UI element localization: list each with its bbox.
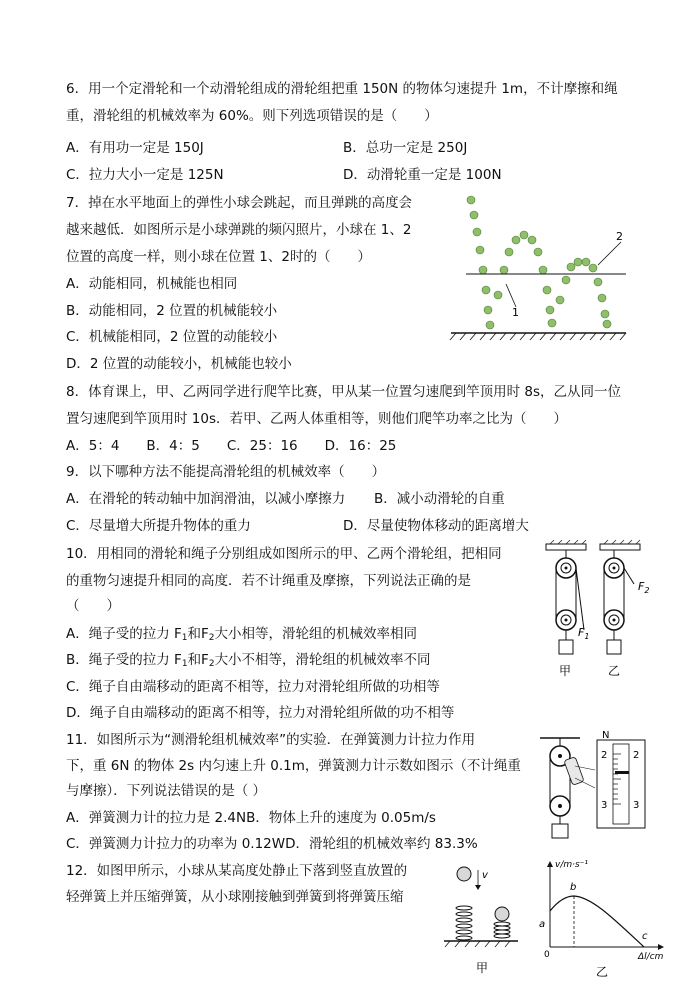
- ball-spring-figure: [440, 860, 520, 975]
- q8-stem-line-2: 置匀速爬到竿顶用时 10s．若甲、乙两人体重相等，则他们爬竿功率之比为（ ）: [66, 411, 568, 427]
- point-a-label: a: [539, 919, 546, 930]
- q7-stem-line-1: 7．掉在水平地面上的弹性小球会跳起，而且弹跳的高度会: [66, 195, 413, 211]
- fig-label-yi: 乙: [596, 965, 609, 979]
- q7-stem-line-2: 越来越低．如图所示是小球弹跳的频闪照片，小球在 1、2: [66, 222, 412, 238]
- q9-option-d: D．尽量使物体移动的距离增大: [343, 518, 529, 534]
- graph-origin: 0: [544, 950, 550, 960]
- q6-option-a: A．有用功一定是 150J: [66, 140, 204, 156]
- q6-option-b: B．总功一定是 250J: [343, 140, 468, 156]
- q12-stem-line-2: 轻弹簧上并压缩弹簧，从小球刚接触到弹簧到将弹簧压缩: [66, 889, 404, 905]
- q8-stem-line-1: 8．体育课上，甲、乙两同学进行爬竿比赛，甲从某一位置匀速爬到竿顶用时 8s，乙从同一位: [66, 384, 622, 400]
- q10-stem-line-2: 的重物匀速提升相同的高度．若不计绳重及摩擦，下列说法正确的是: [66, 573, 471, 589]
- force-label-f2: $F_2$: [638, 580, 650, 595]
- pulley-systems-figure: [542, 540, 662, 690]
- spring-scale-figure: [535, 730, 650, 845]
- q9-option-c: C．尽量增大所提升物体的重力: [66, 518, 251, 534]
- scale-unit-label: N: [602, 730, 610, 741]
- q9-option-a: A．在滑轮的转动轴中加润滑油，以减小摩擦力: [66, 491, 346, 507]
- ground-hatching: [450, 333, 626, 340]
- q7-stem-line-3: 位置的高度一样，则小球在位置 1、2时的（ ）: [66, 249, 371, 265]
- force-label-f1: $F_1$: [578, 626, 590, 641]
- label-2-pointer: [598, 242, 621, 265]
- scale-readout-zoom: [597, 730, 645, 828]
- pulley-with-scale: [540, 738, 595, 838]
- pulley-system-yi: [600, 540, 649, 678]
- fig-label-jia: 甲: [476, 961, 489, 975]
- q6-option-d: D．动滑轮重一定是 100N: [343, 167, 502, 183]
- graph-x-label: Δl/cm: [638, 952, 664, 962]
- label-yi: 乙: [608, 664, 621, 678]
- scale-tick-3-left: 3: [601, 800, 608, 811]
- q11-stem-line-2: 下，重 6N 的物体 2s 内匀速上升 0.1m，弹簧测力计示数如图示（不计绳重: [66, 758, 521, 774]
- q9-option-b: B．减小动滑轮的自重: [374, 491, 505, 507]
- q7-option-b: B．动能相同，2 位置的机械能较小: [66, 303, 278, 319]
- q11-options-cd: C．弹簧测力计拉力的功率为 0.12WD．滑轮组的机械效率约 83.3%: [66, 836, 478, 852]
- q7-option-d: D．2 位置的动能较小，机械能也较小: [66, 356, 292, 372]
- q7-option-c: C．机械能相同，2 位置的动能较小: [66, 329, 278, 345]
- q10-option-d: D．绳子自由端移动的距离不相等，拉力对滑轮组所做的功不相等: [66, 705, 455, 721]
- spring-compressed: [494, 922, 510, 938]
- label-jia: 甲: [559, 664, 572, 678]
- pulley-system-jia: [546, 540, 589, 678]
- scale-tick-2-left: 2: [601, 750, 608, 761]
- q10-stem-line-3: （ ）: [66, 598, 120, 614]
- point-c-label: c: [642, 931, 648, 942]
- scale-pointer: [615, 771, 629, 774]
- q10-option-a: A．绳子受的拉力 $F_1$和$F_2$大小相等，滑轮组的机械效率相同: [66, 626, 418, 643]
- spring-uncompressed: [456, 906, 472, 940]
- q10-option-b: B．绳子受的拉力 $F_1$和$F_2$大小不相等，滑轮组的机械效率不同: [66, 652, 431, 669]
- q11-options-ab: A．弹簧测力计的拉力是 2.4NB．物体上升的速度为 0.05m/s: [66, 810, 436, 826]
- q11-stem-line-1: 11．如图所示为“测滑轮组机械效率”的实验．在弹簧测力计拉力作用: [66, 732, 476, 748]
- graph-curve: [550, 896, 644, 947]
- bouncing-ball-figure: [446, 190, 636, 340]
- scale-tick-3-right: 3: [633, 800, 640, 811]
- position-label-1: 1: [512, 306, 519, 319]
- graph-y-label: v/m·s⁻¹: [555, 860, 589, 870]
- q6-stem-line-2: 重，滑轮组的机械效率为 60%。则下列选项错误的是（ ）: [66, 108, 438, 124]
- velocity-compression-graph: [538, 855, 670, 980]
- label-1-pointer: [506, 284, 516, 307]
- q6-option-c: C．拉力大小一定是 125N: [66, 167, 224, 183]
- velocity-label: v: [482, 870, 488, 881]
- q8-options: A．5：4 B．4：5 C．25：16 D．16：25: [66, 438, 397, 454]
- q6-stem-line-1: 6．用一个定滑轮和一个动滑轮组成的滑轮组把重 150N 的物体匀速提升 1m，不计摩擦和绳: [66, 81, 618, 97]
- ball-positions: [467, 196, 611, 329]
- scale-tick-2-right: 2: [633, 750, 640, 761]
- q7-option-a: A．动能相同，机械能也相同: [66, 276, 238, 292]
- position-label-2: 2: [616, 230, 623, 243]
- q9-stem: 9．以下哪种方法不能提高滑轮组的机械效率（ ）: [66, 464, 386, 480]
- point-b-label: b: [570, 882, 577, 893]
- q10-option-c: C．绳子自由端移动的距离不相等，拉力对滑轮组所做的功相等: [66, 679, 440, 695]
- q10-stem-line-1: 10．用相同的滑轮和绳子分别组成如图所示的甲、乙两个滑轮组，把相同: [66, 546, 502, 562]
- q12-stem-line-1: 12．如图甲所示，小球从某高度处静止下落到竖直放置的: [66, 863, 408, 879]
- q11-stem-line-3: 与摩擦）．下列说法错误的是（ ）: [66, 783, 267, 799]
